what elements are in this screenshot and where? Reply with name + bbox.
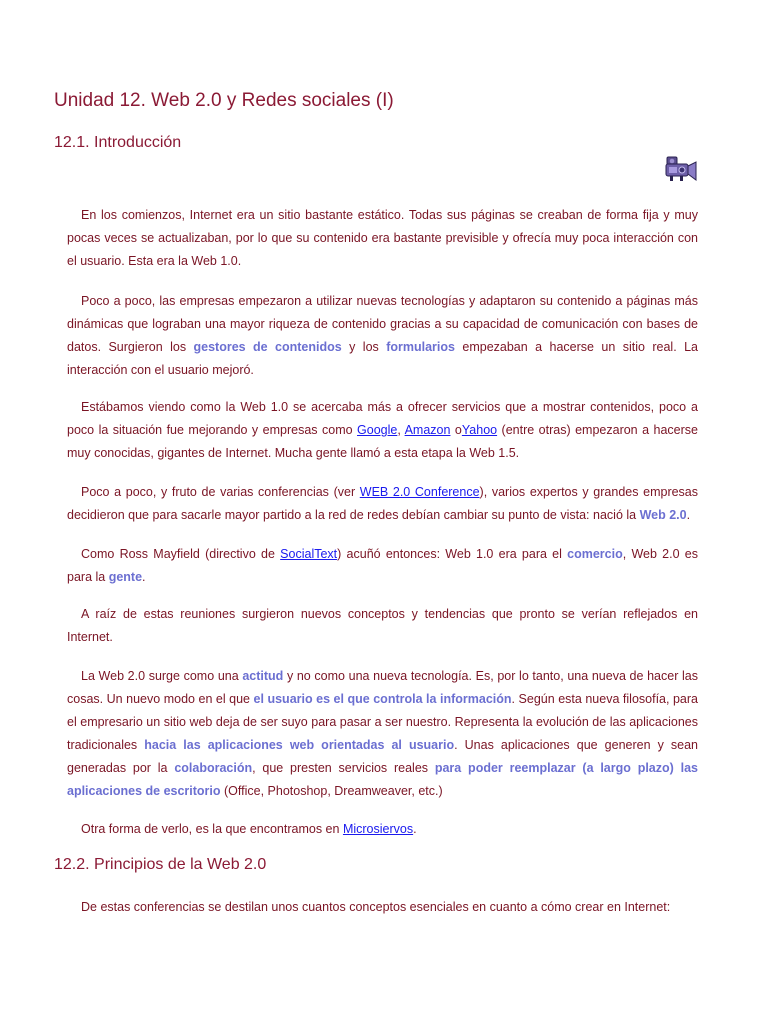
paragraph-empresas [67,290,698,382]
highlight-formularios: formularios [386,340,455,354]
text-fragment: y no como una nueva tecnología. Es, por lo tanto, una nueva de hacer las cosas. Un nuevo modo en el que [67,669,698,706]
text-fragment: . Unas aplicaciones que generen y sean generadas por la [67,738,699,775]
section-heading-introduccion: 12.1. Introducción [54,134,182,151]
video-camera-icon[interactable] [664,155,698,183]
highlight-reemplazar-escritorio: para poder reemplazar (a largo plazo) las aplicaciones de escritorio [67,761,698,798]
paragraph-conceptos: De estas conferencias se destilan unos cuantos conceptos esenciales en cuanto a cómo crear en Internet: [81,900,671,914]
paragraph-web-1-5 [67,396,698,465]
text-fragment: ), varios expertos y grandes empresas decidieron que para sacarle mayor partido a la red de redes debían cambiar su punto de vista: nació la [67,485,699,522]
highlight-comercio: comercio [567,547,623,561]
paragraph-microsiervos [67,818,698,841]
text-fragment: empezaban a hacerse un sitio real. La interacción con el usuario mejoró. [67,340,699,377]
page-title: Unidad 12. Web 2.0 y Redes sociales (I) [54,90,394,111]
text-fragment: , que presten servicios reales [252,761,435,775]
text-fragment: Poco a poco, las empresas empezaron a utilizar nuevas tecnologías y adaptaron su contenido a páginas más dinámicas que lograban una mayor riqueza de contenido gracias a su capacidad de comunicación con bases de datos. Surgieron los [67,294,698,354]
text-fragment: La Web 2.0 surge como una [81,669,243,683]
paragraph-reuniones: A raíz de estas reuniones surgieron nuevos conceptos y tendencias que pronto se verían reflejados en Internet. [67,607,698,644]
text-fragment: Otra forma de verlo, es la que encontramos en [81,822,343,836]
paragraph-ross-mayfield [67,543,698,589]
text-fragment: . [142,570,146,584]
text-fragment: (entre otras) empezaron a hacerse muy conocidas, gigantes de Internet. Mucha gente llamó a esta etapa la Web 1.5. [67,423,698,460]
text-fragment: Estábamos viendo como la Web 1.0 se acercaba más a ofrecer servicios que a mostrar contenidos, poco a poco la situación fue mejorando y empresas como [67,400,698,437]
link-amazon[interactable]: Amazon [404,423,451,437]
highlight-aplicaciones-web: hacia las aplicaciones web orientadas al usuario [144,738,455,752]
text-fragment: . [413,822,417,836]
text-fragment: o [450,423,462,437]
highlight-gestores-contenidos: gestores de contenidos [193,340,342,354]
text-fragment: , [397,423,405,437]
highlight-actitud: actitud [242,669,284,683]
paragraph-actitud [67,665,698,803]
highlight-web-2-0: Web 2.0 [639,508,687,522]
text-fragment: Como Ross Mayfield (directivo de [81,547,281,561]
text-fragment: y los [341,340,387,354]
link-microsiervos[interactable]: Microsiervos [342,822,414,836]
text-fragment: (Office, Photoshop, Dreamweaver, etc.) [220,784,443,798]
link-socialtext[interactable]: SocialText [280,547,338,561]
highlight-usuario-controla: el usuario es el que controla la información [253,692,512,706]
paragraph-conferencias [67,481,698,527]
text-fragment: . Según esta nueva filosofía, para el empresario un sitio web deja de ser suyo para pasar a ser nuestro. Representa la evolución de las aplicaciones tradicionales [67,692,698,752]
text-fragment: ) acuñó entonces: Web 1.0 era para el [337,547,568,561]
link-google[interactable]: Google [357,423,398,437]
link-yahoo[interactable]: Yahoo [461,423,498,437]
text-fragment: . [686,508,691,522]
text-fragment: Poco a poco, y fruto de varias conferencias (ver [81,485,360,499]
highlight-gente: gente [108,570,143,584]
section-heading-principios: 12.2. Principios de la Web 2.0 [54,856,267,873]
paragraph-web-1-0: En los comienzos, Internet era un sitio bastante estático. Todas sus páginas se creaban de forma fija y muy pocas veces se actualizaban, por lo que su contenido era bastante previsible y ofrecía muy poca interacción con el usuario. Esta era la Web 1.0. [67,208,698,268]
highlight-colaboracion: colaboración [174,761,253,775]
text-fragment: , Web 2.0 es para la [67,547,698,584]
link-web-2-0-conference[interactable]: WEB 2.0 Conference [359,485,480,499]
